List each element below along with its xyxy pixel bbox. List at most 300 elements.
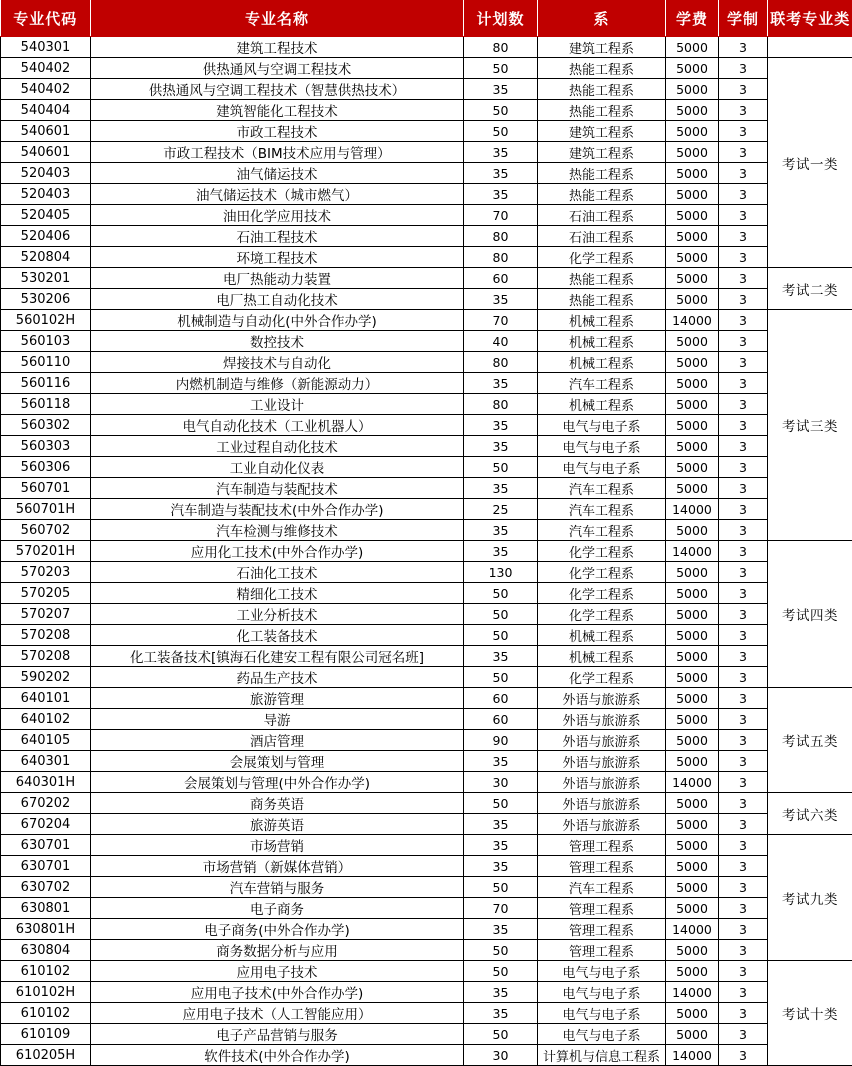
column-header-plan-count: 计划数 bbox=[464, 0, 538, 37]
table-row bbox=[1, 667, 852, 688]
cell-major-code: 570208 bbox=[1, 646, 91, 667]
cell-major-name: 焊接技术与自动化 bbox=[91, 352, 464, 373]
table-row bbox=[1, 604, 852, 625]
table-row bbox=[1, 478, 852, 499]
cell-plan-count: 80 bbox=[464, 352, 538, 373]
table-row bbox=[1, 919, 852, 940]
cell-major-code: 630701 bbox=[1, 856, 91, 877]
cell-study-years: 3 bbox=[719, 205, 768, 226]
cell-tuition: 5000 bbox=[666, 163, 719, 184]
cell-tuition: 5000 bbox=[666, 37, 719, 58]
table-row bbox=[1, 163, 852, 184]
cell-plan-count: 130 bbox=[464, 562, 538, 583]
cell-plan-count: 70 bbox=[464, 310, 538, 331]
cell-plan-count: 35 bbox=[464, 415, 538, 436]
cell-plan-count: 50 bbox=[464, 457, 538, 478]
cell-major-code: 540301 bbox=[1, 37, 91, 58]
cell-department: 化学工程系 bbox=[538, 541, 666, 562]
cell-tuition: 5000 bbox=[666, 121, 719, 142]
cell-department: 热能工程系 bbox=[538, 268, 666, 289]
cell-tuition: 5000 bbox=[666, 1003, 719, 1024]
cell-major-code: 570208 bbox=[1, 625, 91, 646]
cell-plan-count: 40 bbox=[464, 331, 538, 352]
cell-department: 建筑工程系 bbox=[538, 37, 666, 58]
cell-department: 外语与旅游系 bbox=[538, 772, 666, 793]
cell-department: 化学工程系 bbox=[538, 604, 666, 625]
cell-major-code: 610102H bbox=[1, 982, 91, 1003]
cell-department: 电气与电子系 bbox=[538, 457, 666, 478]
cell-major-name: 应用化工技术(中外合作办学) bbox=[91, 541, 464, 562]
cell-department: 热能工程系 bbox=[538, 289, 666, 310]
cell-tuition: 5000 bbox=[666, 646, 719, 667]
cell-plan-count: 35 bbox=[464, 163, 538, 184]
cell-study-years: 3 bbox=[719, 100, 768, 121]
cell-major-name: 电气自动化技术（工业机器人） bbox=[91, 415, 464, 436]
cell-major-name: 导游 bbox=[91, 709, 464, 730]
cell-plan-count: 80 bbox=[464, 226, 538, 247]
cell-tuition: 14000 bbox=[666, 541, 719, 562]
cell-study-years: 3 bbox=[719, 646, 768, 667]
cell-major-code: 540402 bbox=[1, 79, 91, 100]
cell-major-code: 560116 bbox=[1, 373, 91, 394]
cell-department: 电气与电子系 bbox=[538, 415, 666, 436]
cell-department: 外语与旅游系 bbox=[538, 730, 666, 751]
cell-tuition: 5000 bbox=[666, 604, 719, 625]
cell-department: 电气与电子系 bbox=[538, 982, 666, 1003]
cell-major-name: 软件技术(中外合作办学) bbox=[91, 1045, 464, 1066]
cell-study-years: 3 bbox=[719, 58, 768, 79]
cell-department: 电气与电子系 bbox=[538, 961, 666, 982]
cell-tuition: 5000 bbox=[666, 877, 719, 898]
cell-study-years: 3 bbox=[719, 667, 768, 688]
cell-major-name: 酒店管理 bbox=[91, 730, 464, 751]
cell-study-years: 3 bbox=[719, 688, 768, 709]
cell-tuition: 5000 bbox=[666, 1024, 719, 1045]
cell-study-years: 3 bbox=[719, 184, 768, 205]
cell-tuition: 5000 bbox=[666, 961, 719, 982]
cell-department: 石油工程系 bbox=[538, 226, 666, 247]
column-header-major-name: 专业名称 bbox=[91, 0, 464, 37]
cell-plan-count: 30 bbox=[464, 772, 538, 793]
cell-department: 机械工程系 bbox=[538, 352, 666, 373]
cell-department: 管理工程系 bbox=[538, 940, 666, 961]
cell-major-name: 供热通风与空调工程技术 bbox=[91, 58, 464, 79]
cell-major-name: 汽车营销与服务 bbox=[91, 877, 464, 898]
cell-plan-count: 90 bbox=[464, 730, 538, 751]
cell-major-code: 530201 bbox=[1, 268, 91, 289]
cell-major-code: 670204 bbox=[1, 814, 91, 835]
cell-major-code: 610102 bbox=[1, 961, 91, 982]
cell-major-name: 商务英语 bbox=[91, 793, 464, 814]
cell-plan-count: 60 bbox=[464, 709, 538, 730]
table-row bbox=[1, 268, 852, 289]
cell-department: 机械工程系 bbox=[538, 625, 666, 646]
cell-department: 汽车工程系 bbox=[538, 478, 666, 499]
cell-tuition: 5000 bbox=[666, 898, 719, 919]
table-row bbox=[1, 625, 852, 646]
cell-exam-category: 考试三类 bbox=[768, 310, 852, 541]
cell-major-name: 建筑智能化工程技术 bbox=[91, 100, 464, 121]
cell-major-name: 市场营销 bbox=[91, 835, 464, 856]
table-row bbox=[1, 709, 852, 730]
cell-tuition: 5000 bbox=[666, 856, 719, 877]
cell-major-name: 市政工程技术 bbox=[91, 121, 464, 142]
cell-department: 建筑工程系 bbox=[538, 142, 666, 163]
cell-department: 外语与旅游系 bbox=[538, 751, 666, 772]
cell-department: 管理工程系 bbox=[538, 919, 666, 940]
cell-department: 化学工程系 bbox=[538, 562, 666, 583]
cell-exam-category: 考试二类 bbox=[768, 268, 852, 310]
cell-study-years: 3 bbox=[719, 772, 768, 793]
cell-plan-count: 80 bbox=[464, 37, 538, 58]
cell-major-name: 电子商务(中外合作办学) bbox=[91, 919, 464, 940]
cell-exam-category: 考试六类 bbox=[768, 793, 852, 835]
cell-study-years: 3 bbox=[719, 940, 768, 961]
cell-plan-count: 50 bbox=[464, 583, 538, 604]
cell-department: 管理工程系 bbox=[538, 835, 666, 856]
cell-plan-count: 35 bbox=[464, 982, 538, 1003]
cell-tuition: 5000 bbox=[666, 688, 719, 709]
table-row bbox=[1, 751, 852, 772]
cell-plan-count: 50 bbox=[464, 667, 538, 688]
cell-exam-category: 考试十类 bbox=[768, 961, 852, 1066]
cell-major-code: 560302 bbox=[1, 415, 91, 436]
cell-department: 机械工程系 bbox=[538, 310, 666, 331]
cell-plan-count: 50 bbox=[464, 100, 538, 121]
table-row bbox=[1, 394, 852, 415]
cell-study-years: 3 bbox=[719, 478, 768, 499]
table-row bbox=[1, 79, 852, 100]
cell-study-years: 3 bbox=[719, 163, 768, 184]
cell-tuition: 5000 bbox=[666, 289, 719, 310]
cell-department: 化学工程系 bbox=[538, 583, 666, 604]
cell-tuition: 5000 bbox=[666, 415, 719, 436]
table-row bbox=[1, 247, 852, 268]
cell-department: 外语与旅游系 bbox=[538, 709, 666, 730]
cell-major-name: 石油工程技术 bbox=[91, 226, 464, 247]
cell-major-name: 应用电子技术(中外合作办学) bbox=[91, 982, 464, 1003]
cell-plan-count: 35 bbox=[464, 79, 538, 100]
cell-study-years: 3 bbox=[719, 541, 768, 562]
table-row bbox=[1, 37, 852, 58]
cell-tuition: 5000 bbox=[666, 835, 719, 856]
table-row bbox=[1, 100, 852, 121]
cell-department: 管理工程系 bbox=[538, 898, 666, 919]
cell-tuition: 5000 bbox=[666, 373, 719, 394]
table-row bbox=[1, 58, 852, 79]
cell-major-code: 520405 bbox=[1, 205, 91, 226]
cell-tuition: 5000 bbox=[666, 667, 719, 688]
cell-plan-count: 35 bbox=[464, 541, 538, 562]
table-row bbox=[1, 646, 852, 667]
cell-department: 热能工程系 bbox=[538, 184, 666, 205]
cell-major-name: 石油化工技术 bbox=[91, 562, 464, 583]
table-row bbox=[1, 226, 852, 247]
cell-plan-count: 35 bbox=[464, 751, 538, 772]
cell-major-code: 630702 bbox=[1, 877, 91, 898]
cell-plan-count: 35 bbox=[464, 373, 538, 394]
cell-study-years: 3 bbox=[719, 520, 768, 541]
cell-tuition: 5000 bbox=[666, 58, 719, 79]
table-row bbox=[1, 541, 852, 562]
cell-major-name: 油气储运技术 bbox=[91, 163, 464, 184]
cell-plan-count: 50 bbox=[464, 1024, 538, 1045]
table-row bbox=[1, 856, 852, 877]
table-row bbox=[1, 373, 852, 394]
cell-plan-count: 50 bbox=[464, 58, 538, 79]
cell-exam-category: 考试五类 bbox=[768, 688, 852, 793]
cell-study-years: 3 bbox=[719, 79, 768, 100]
table-row bbox=[1, 562, 852, 583]
cell-department: 机械工程系 bbox=[538, 331, 666, 352]
cell-department: 热能工程系 bbox=[538, 79, 666, 100]
cell-major-code: 630701 bbox=[1, 835, 91, 856]
cell-study-years: 3 bbox=[719, 814, 768, 835]
cell-tuition: 5000 bbox=[666, 814, 719, 835]
cell-tuition: 5000 bbox=[666, 478, 719, 499]
cell-plan-count: 30 bbox=[464, 1045, 538, 1066]
cell-plan-count: 50 bbox=[464, 961, 538, 982]
table-row bbox=[1, 835, 852, 856]
cell-department: 热能工程系 bbox=[538, 163, 666, 184]
table-row bbox=[1, 961, 852, 982]
cell-major-name: 旅游英语 bbox=[91, 814, 464, 835]
table-row bbox=[1, 982, 852, 1003]
column-header-major-code: 专业代码 bbox=[1, 0, 91, 37]
cell-study-years: 3 bbox=[719, 709, 768, 730]
table-row bbox=[1, 184, 852, 205]
cell-major-code: 560306 bbox=[1, 457, 91, 478]
table-row bbox=[1, 289, 852, 310]
cell-plan-count: 50 bbox=[464, 121, 538, 142]
cell-plan-count: 35 bbox=[464, 856, 538, 877]
cell-major-code: 640301 bbox=[1, 751, 91, 772]
cell-study-years: 3 bbox=[719, 226, 768, 247]
cell-study-years: 3 bbox=[719, 835, 768, 856]
cell-study-years: 3 bbox=[719, 1003, 768, 1024]
cell-department: 汽车工程系 bbox=[538, 520, 666, 541]
cell-department: 化学工程系 bbox=[538, 247, 666, 268]
cell-plan-count: 35 bbox=[464, 436, 538, 457]
cell-major-code: 590202 bbox=[1, 667, 91, 688]
cell-tuition: 14000 bbox=[666, 1045, 719, 1066]
cell-major-name: 市政工程技术（BIM技术应用与管理） bbox=[91, 142, 464, 163]
cell-study-years: 3 bbox=[719, 37, 768, 58]
cell-study-years: 3 bbox=[719, 730, 768, 751]
table-row bbox=[1, 730, 852, 751]
cell-tuition: 5000 bbox=[666, 520, 719, 541]
cell-major-code: 630804 bbox=[1, 940, 91, 961]
cell-tuition: 5000 bbox=[666, 247, 719, 268]
cell-major-name: 会展策划与管理(中外合作办学) bbox=[91, 772, 464, 793]
table-header bbox=[1, 0, 852, 37]
cell-plan-count: 35 bbox=[464, 646, 538, 667]
cell-tuition: 14000 bbox=[666, 919, 719, 940]
column-header-tuition: 学费 bbox=[666, 0, 719, 37]
cell-study-years: 3 bbox=[719, 625, 768, 646]
cell-tuition: 5000 bbox=[666, 79, 719, 100]
cell-department: 电气与电子系 bbox=[538, 1003, 666, 1024]
table-row bbox=[1, 688, 852, 709]
column-header-exam-category: 联考专业类 bbox=[768, 0, 852, 37]
cell-major-code: 520403 bbox=[1, 184, 91, 205]
cell-study-years: 3 bbox=[719, 877, 768, 898]
table-row bbox=[1, 793, 852, 814]
cell-study-years: 3 bbox=[719, 499, 768, 520]
cell-study-years: 3 bbox=[719, 583, 768, 604]
cell-major-code: 640101 bbox=[1, 688, 91, 709]
cell-department: 热能工程系 bbox=[538, 100, 666, 121]
cell-department: 热能工程系 bbox=[538, 58, 666, 79]
cell-study-years: 3 bbox=[719, 373, 768, 394]
cell-major-name: 油田化学应用技术 bbox=[91, 205, 464, 226]
cell-major-code: 640301H bbox=[1, 772, 91, 793]
table-row bbox=[1, 1024, 852, 1045]
cell-major-code: 540402 bbox=[1, 58, 91, 79]
cell-department: 外语与旅游系 bbox=[538, 688, 666, 709]
table-row bbox=[1, 898, 852, 919]
cell-tuition: 5000 bbox=[666, 793, 719, 814]
table-row bbox=[1, 520, 852, 541]
cell-tuition: 5000 bbox=[666, 184, 719, 205]
cell-tuition: 5000 bbox=[666, 226, 719, 247]
cell-major-name: 化工装备技术[镇海石化建安工程有限公司冠名班] bbox=[91, 646, 464, 667]
cell-plan-count: 80 bbox=[464, 247, 538, 268]
cell-tuition: 5000 bbox=[666, 457, 719, 478]
header-row bbox=[1, 0, 852, 37]
cell-plan-count: 35 bbox=[464, 814, 538, 835]
cell-study-years: 3 bbox=[719, 562, 768, 583]
cell-tuition: 5000 bbox=[666, 100, 719, 121]
cell-tuition: 5000 bbox=[666, 730, 719, 751]
cell-major-name: 工业设计 bbox=[91, 394, 464, 415]
cell-major-code: 610109 bbox=[1, 1024, 91, 1045]
cell-tuition: 5000 bbox=[666, 709, 719, 730]
column-header-study-years: 学制 bbox=[719, 0, 768, 37]
cell-study-years: 3 bbox=[719, 919, 768, 940]
table-row bbox=[1, 940, 852, 961]
cell-tuition: 5000 bbox=[666, 394, 719, 415]
cell-major-code: 570203 bbox=[1, 562, 91, 583]
cell-department: 石油工程系 bbox=[538, 205, 666, 226]
cell-major-name: 数控技术 bbox=[91, 331, 464, 352]
cell-major-code: 640105 bbox=[1, 730, 91, 751]
cell-study-years: 3 bbox=[719, 394, 768, 415]
cell-major-name: 内燃机制造与维修（新能源动力） bbox=[91, 373, 464, 394]
cell-tuition: 5000 bbox=[666, 205, 719, 226]
cell-plan-count: 35 bbox=[464, 184, 538, 205]
cell-department: 建筑工程系 bbox=[538, 121, 666, 142]
table-row bbox=[1, 499, 852, 520]
cell-study-years: 3 bbox=[719, 247, 768, 268]
cell-major-code: 610205H bbox=[1, 1045, 91, 1066]
cell-tuition: 5000 bbox=[666, 625, 719, 646]
cell-major-code: 540404 bbox=[1, 100, 91, 121]
table-row bbox=[1, 814, 852, 835]
cell-major-code: 630801H bbox=[1, 919, 91, 940]
cell-tuition: 14000 bbox=[666, 499, 719, 520]
cell-study-years: 3 bbox=[719, 121, 768, 142]
cell-department: 汽车工程系 bbox=[538, 373, 666, 394]
cell-tuition: 5000 bbox=[666, 142, 719, 163]
cell-tuition: 14000 bbox=[666, 982, 719, 1003]
cell-study-years: 3 bbox=[719, 310, 768, 331]
cell-plan-count: 35 bbox=[464, 520, 538, 541]
cell-major-code: 560110 bbox=[1, 352, 91, 373]
cell-major-name: 精细化工技术 bbox=[91, 583, 464, 604]
cell-plan-count: 50 bbox=[464, 625, 538, 646]
cell-major-name: 市场营销（新媒体营销） bbox=[91, 856, 464, 877]
cell-tuition: 5000 bbox=[666, 751, 719, 772]
cell-plan-count: 35 bbox=[464, 835, 538, 856]
cell-tuition: 5000 bbox=[666, 583, 719, 604]
cell-department: 计算机与信息工程系 bbox=[538, 1045, 666, 1066]
cell-study-years: 3 bbox=[719, 268, 768, 289]
table-row bbox=[1, 121, 852, 142]
cell-major-name: 汽车制造与装配技术(中外合作办学) bbox=[91, 499, 464, 520]
cell-major-code: 560303 bbox=[1, 436, 91, 457]
cell-tuition: 5000 bbox=[666, 562, 719, 583]
table-row bbox=[1, 142, 852, 163]
cell-study-years: 3 bbox=[719, 604, 768, 625]
cell-major-code: 540601 bbox=[1, 121, 91, 142]
table-row bbox=[1, 310, 852, 331]
cell-major-code: 630801 bbox=[1, 898, 91, 919]
column-header-department: 系 bbox=[538, 0, 666, 37]
cell-department: 外语与旅游系 bbox=[538, 814, 666, 835]
cell-department: 管理工程系 bbox=[538, 856, 666, 877]
cell-major-code: 560702 bbox=[1, 520, 91, 541]
cell-plan-count: 70 bbox=[464, 205, 538, 226]
cell-plan-count: 35 bbox=[464, 142, 538, 163]
cell-major-name: 应用电子技术（人工智能应用） bbox=[91, 1003, 464, 1024]
cell-study-years: 3 bbox=[719, 1045, 768, 1066]
cell-tuition: 14000 bbox=[666, 772, 719, 793]
cell-major-name: 电子商务 bbox=[91, 898, 464, 919]
cell-major-code: 560701H bbox=[1, 499, 91, 520]
cell-plan-count: 50 bbox=[464, 877, 538, 898]
table-row bbox=[1, 583, 852, 604]
cell-plan-count: 35 bbox=[464, 919, 538, 940]
cell-tuition: 5000 bbox=[666, 940, 719, 961]
cell-major-name: 商务数据分析与应用 bbox=[91, 940, 464, 961]
table-row bbox=[1, 1045, 852, 1066]
cell-study-years: 3 bbox=[719, 436, 768, 457]
cell-study-years: 3 bbox=[719, 457, 768, 478]
cell-major-name: 建筑工程技术 bbox=[91, 37, 464, 58]
cell-study-years: 3 bbox=[719, 352, 768, 373]
cell-major-code: 520804 bbox=[1, 247, 91, 268]
cell-major-code: 520406 bbox=[1, 226, 91, 247]
cell-department: 汽车工程系 bbox=[538, 499, 666, 520]
cell-major-code: 560701 bbox=[1, 478, 91, 499]
cell-plan-count: 50 bbox=[464, 604, 538, 625]
cell-major-code: 570207 bbox=[1, 604, 91, 625]
cell-major-code: 610102 bbox=[1, 1003, 91, 1024]
cell-exam-category: 考试一类 bbox=[768, 58, 852, 268]
cell-major-code: 640102 bbox=[1, 709, 91, 730]
cell-study-years: 3 bbox=[719, 856, 768, 877]
cell-major-code: 520403 bbox=[1, 163, 91, 184]
cell-major-name: 工业过程自动化技术 bbox=[91, 436, 464, 457]
cell-major-name: 电厂热工自动化技术 bbox=[91, 289, 464, 310]
cell-study-years: 3 bbox=[719, 331, 768, 352]
table-row bbox=[1, 331, 852, 352]
cell-major-name: 化工装备技术 bbox=[91, 625, 464, 646]
cell-major-name: 供热通风与空调工程技术（智慧供热技术） bbox=[91, 79, 464, 100]
cell-major-name: 工业自动化仪表 bbox=[91, 457, 464, 478]
cell-department: 机械工程系 bbox=[538, 394, 666, 415]
